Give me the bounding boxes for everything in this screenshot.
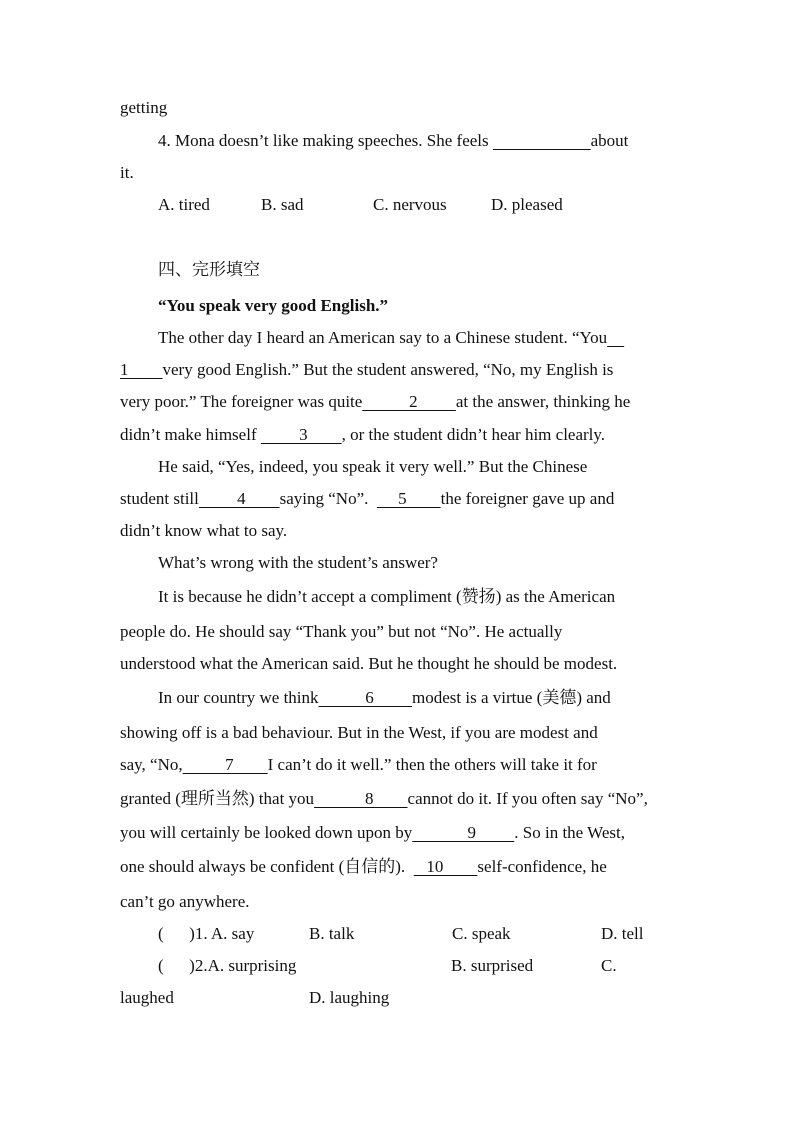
option-d[interactable]: D. pleased	[491, 195, 563, 214]
passage-line: showing off is a bad behaviour. But in the West, if you are modest and	[120, 723, 598, 742]
passage-line: What’s wrong with the student’s answer?	[158, 553, 438, 572]
passage-line: very poor.” The foreigner was quite 2 at the answer, thinking he	[120, 392, 631, 411]
question-4-stem-cont: it.	[120, 163, 134, 182]
continued-text: getting	[120, 98, 168, 117]
blank-3[interactable]: 3	[260, 425, 342, 444]
mc-option-c-letter[interactable]: C.	[601, 956, 617, 975]
passage-line: understood what the American said. But he thought he should be modest.	[120, 654, 618, 673]
passage-line: In our country we think 6 modest is a virtue (美德) and	[158, 688, 611, 708]
mc-option-b[interactable]: B. talk	[309, 924, 355, 943]
section-heading: 四、完形填空	[158, 260, 260, 280]
blank-8[interactable]: 8	[314, 789, 408, 808]
passage-line: It is because he didn’t accept a compliment (赞扬) as the American	[158, 587, 616, 607]
blank-6[interactable]: 6	[318, 688, 413, 707]
blank-7[interactable]: 7	[182, 755, 268, 774]
passage-line: student still 4 saying “No”. 5 the foreigner gave up and	[120, 489, 615, 508]
passage-line: one should always be confident (自信的). 10 self-confidence, he	[120, 857, 607, 877]
passage-line: didn’t make himself 3 , or the student didn’t hear him clearly.	[120, 425, 606, 444]
passage-line: say, “No, 7 I can’t do it well.” then the others will take it for	[120, 755, 597, 774]
mc-option-d[interactable]: D. laughing	[309, 988, 390, 1007]
blank-2[interactable]: 2	[362, 392, 456, 411]
passage-line: can’t go anywhere.	[120, 892, 250, 911]
blank-10[interactable]: 10	[413, 857, 478, 876]
option-c[interactable]: C. nervous	[373, 195, 447, 214]
blank-5[interactable]: 5	[376, 489, 441, 508]
option-a[interactable]: A. tired	[158, 195, 210, 214]
mc-option-b[interactable]: B. surprised	[451, 956, 534, 975]
passage-line: didn’t know what to say.	[120, 521, 288, 540]
blank-9[interactable]: 9	[412, 823, 515, 842]
passage-line: The other day I heard an American say to a Chinese student. “You	[158, 328, 624, 348]
passage-line: He said, “Yes, indeed, you speak it very well.” But the Chinese	[158, 457, 588, 476]
passage-line: people do. He should say “Thank you” but not “No”. He actually	[120, 622, 563, 641]
mc-question-1[interactable]: ( )1. A. say	[158, 924, 255, 943]
blank-1[interactable]: 1	[120, 360, 163, 379]
question-4-stem: 4. Mona doesn’t like making speeches. She feels about	[158, 131, 629, 150]
answer-blank[interactable]	[493, 131, 591, 150]
mc-question-2[interactable]: ( )2.A. surprising	[158, 956, 297, 975]
mc-option-c[interactable]: C. speak	[452, 924, 511, 943]
blank-1[interactable]	[607, 328, 624, 347]
passage-line: 1 very good English.” But the student answered, “No, my English is	[120, 360, 614, 379]
mc-option-c-word[interactable]: laughed	[120, 988, 174, 1007]
option-b[interactable]: B. sad	[261, 195, 304, 214]
blank-4[interactable]: 4	[198, 489, 280, 508]
passage-line: granted (理所当然) that you 8 cannot do it. If you often say “No”,	[120, 789, 648, 809]
passage-line: you will certainly be looked down upon by 9 . So in the West,	[120, 823, 625, 842]
mc-option-d[interactable]: D. tell	[601, 924, 644, 943]
passage-title: “You speak very good English.”	[158, 296, 389, 315]
